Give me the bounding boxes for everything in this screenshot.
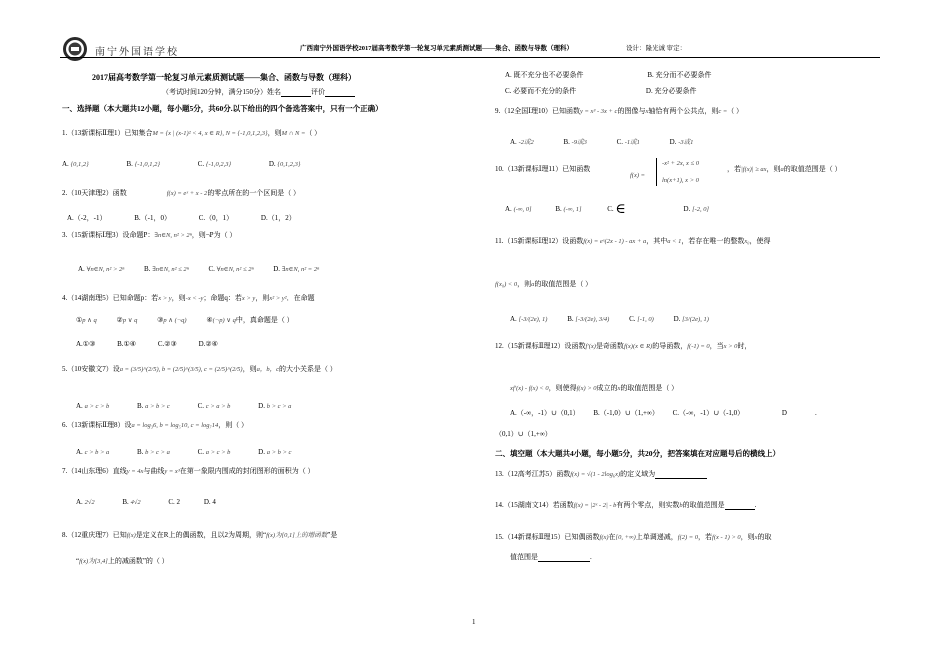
question-4-options: A.①③ B.①④ C.②③ D.②④ [76,340,218,348]
question-11: 11.（15新课标Ⅰ理12）设函数f(x) = eˣ(2x - 1) - ax + a，其中a < 1，若存在唯一的整数x₀，使得 [495,237,771,245]
page-number: 1 [472,618,476,626]
header-design-info: 设计：隆光诚 审定： [626,45,687,52]
question-7: 7.（14山东理6）直线y = 4x与曲线y = x³在第一象限内围成的封闭图形的面积为（ ） [62,467,315,475]
school-seal-icon [62,36,88,62]
question-2-options: A.（-2，-1） B.（-1，0） C.（0，1） D.（1，2） [67,214,296,222]
question-13: 13.（12高考江苏5）函数f(x) = √(1 - 2log₆x)的定义域为 [495,470,707,479]
answer-blank-15[interactable] [538,554,590,562]
question-15: 15.（14新课标Ⅱ理15）已知偶函数f(x)在[0, +∞)上单调递减，f(2) = 0，若f(x - 1) > 0，则x的取 [495,533,772,541]
question-10-piece-2: ln(x+1), x > 0 [662,177,699,184]
exam-title: 2017届高考数学第一轮复习单元素质测试题——集合、函数与导数（理科） [92,73,356,82]
question-10-fx: f(x) = [630,172,646,179]
question-7-options: A. 2√2 B. 4√2 C. 2 D. 4 [76,498,216,506]
question-12: 12.（15新课标Ⅱ理12）设函数f'(x)是奇函数f(x)(x ∈ R)的导函数，f(-1) = 0，当x > 0时， [495,342,752,350]
question-12-option-d: （0,1）∪（1,+∞） [495,430,552,438]
section-fill-heading: 二、填空题（本大题共4小题，每小题5分，共20分，把答案填在对应题号后的横线上） [495,449,780,458]
question-10-options: A. (-∞, 0] B. (-∞, 1] C. ∈ D. [-2, 0] [505,202,710,217]
school-name-logo: 南宁外国语学校 [95,47,179,58]
question-10-piece-1: -x² + 2x, x ≤ 0 [662,160,699,167]
question-8-options-row-2: C. 必要而不充分的条件 D. 充分必要条件 [505,87,697,95]
question-5-options: A. a > c > b B. a > b > c C. c > a > b D. b > c > a [76,402,292,410]
question-14: 14.（15湖南文14）若函数f(x) = |2ˣ - 2| - b有两个零点，则实数b的取值范围是 . [495,501,757,509]
question-8-options-row-1: A. 既不充分也不必要条件 B. 充分而不必要条件 [505,71,712,79]
question-10-brace [656,158,660,186]
question-2: 2.（10天津理2）函数 f(x) = eˣ + x - 2的零点所在的一个区间是（ ） [62,189,301,197]
question-5: 5.（10安徽文7）设a = (3/5)^(2/5), b = (2/5)^(3/5), c = (2/5)^(2/5)，则a，b，c的大小关系是（ ） [62,365,337,373]
school-logo [62,36,88,62]
question-1: 1.（13新课标Ⅱ理1）已知集合M = {x | (x-1)² < 4, x ∈ R}, N = {-1,0,1,2,3}，则M ∩ N =（ ） [62,129,322,137]
answer-blank-13[interactable] [655,471,707,479]
question-15-line-2: 值范围是 . [510,553,592,561]
question-9: 9.（12全国Ⅰ理10）已知函数y = x³ - 3x + c的图像与x轴恰有两个公共点，则c =（ ） [495,107,743,115]
answer-blank-14[interactable] [725,502,755,510]
question-11-options: A. [-3/(2e), 1) B. [-3/(2e), 3/4) C. [-1, 0) D. [3/(2e), 1) [510,315,709,323]
header-rule [60,57,880,58]
exam-subtitle: （考试时间120分钟，满分150分）姓名 评价 [162,88,355,97]
question-12-line-2: xf'(x) - f(x) < 0，则使得f(x) > 0成立的x的取值范围是（ ） [510,384,679,392]
question-8-line-2: “f(x)为[3,4]上的减函数”的（ ） [76,557,169,565]
question-8: 8.（12重庆理7）已知f(x)是定义在R上的偶函数，且以2为周期，则“f(x)为[0,1]上的增函数”是 [62,531,338,539]
question-4-line-2: ①p ∧ q ②p ∨ q ③p ∧ (¬q) ④(¬p) ∨ q中，真命题是（ ） [76,316,294,324]
question-4: 4.（14湖南理5）已知命题p：若x > y，则-x < -y；命题q：若x > y，则x² > y²．在命题 [62,294,315,302]
question-10: 10.（13新课标Ⅰ理11）已知函数 [495,165,591,173]
question-3: 3.（15新课标Ⅰ理3）设命题P：∃n∈N, n² > 2ⁿ，则¬P为（ ） [62,231,237,239]
question-6-options: A. c > b > a B. b > c > a C. a > c > b D. a > b > c [76,448,292,456]
header-title: 广西南宁外国语学校2017届高考数学第一轮复习单元素质测试题——集合、函数与导数（理科） [300,45,573,52]
question-6: 6.（13新课标Ⅱ理8）设a = log₃6, b = log₅10, c = log₇14，则（ ） [62,421,249,429]
question-10-tail: ，若|f(x)| ≥ ax，则a的取值范围是（ ） [727,165,842,173]
question-3-options: A. ∀n∈N, n² > 2ⁿ B. ∃n∈N, n² ≤ 2ⁿ C. ∀n∈N, n² ≤ 2ⁿ D. ∃n∈N, n² = 2ⁿ [78,265,320,273]
question-9-options: A. -2或2 B. -9或3 C. -1或1 D. -3或1 [510,138,694,146]
question-1-options: A. {0,1,2} B. {-1,0,1,2} C. {-1,0,2,3} D. {0,1,2,3} [62,160,301,168]
question-12-options: A.（-∞，-1）∪（0,1） B.（-1,0）∪（1,+∞） C.（-∞，-1）∪（-1,0） D . [510,409,817,417]
question-11-line-2: f(x₀) < 0，则a的取值范围是（ ） [495,280,593,288]
section-choice-heading: 一、选择题（本大题共12小题，每小题5分，共60分.以下给出的四个备选答案中，只有一个正确） [62,104,383,113]
